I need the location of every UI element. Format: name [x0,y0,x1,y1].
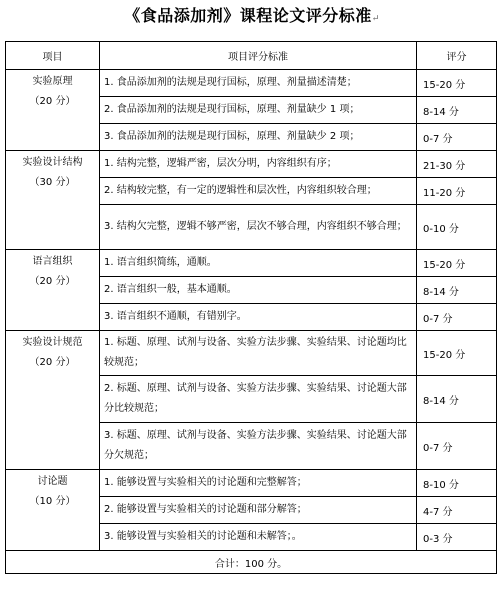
criteria-cell: 3. 标题、原理、试剂与设备、实验方法步骤、实验结果、讨论题大部分欠规范； [100,423,417,470]
criteria-cell: 3. 语言组织不通顺，有错别字。 [100,304,417,331]
score-cell: 0-3 分 [417,524,497,551]
scoring-table [5,41,497,574]
table-row [6,250,497,277]
section-points: （20 分） [29,276,76,287]
section-name: 实验设计结构 [22,157,83,168]
section-name: 讨论题 [37,476,68,487]
section-name: 实验设计规范 [22,337,83,348]
document-title [0,6,504,29]
section-cell-design-structure [6,151,100,250]
section-cell-language [6,250,100,331]
table-row [6,470,497,497]
document-title-text: 《食品添加剂》课程论文评分标准 [124,6,372,25]
section-points: （20 分） [29,357,76,368]
section-points: （20 分） [29,96,76,107]
score-cell: 8-14 分 [417,97,497,124]
criteria-cell: 1. 语言组织简练，通顺。 [100,250,417,277]
score-cell: 15-20 分 [417,331,497,376]
score-cell: 11-20 分 [417,178,497,205]
criteria-cell: 3. 能够设置与实验相关的讨论题和未解答；。 [100,524,417,551]
score-cell: 0-10 分 [417,205,497,250]
section-name: 语言组织 [32,256,73,267]
score-cell: 8-10 分 [417,470,497,497]
score-cell: 4-7 分 [417,497,497,524]
criteria-cell: 1. 食品添加剂的法规是现行国标，原理、剂量描述清楚； [100,70,417,97]
section-points: （10 分） [29,496,76,507]
criteria-cell: 1. 能够设置与实验相关的讨论题和完整解答； [100,470,417,497]
criteria-cell: 1. 标题、原理、试剂与设备、实验方法步骤、实验结果、讨论题均比较规范； [100,331,417,376]
section-points: （30 分） [29,177,76,188]
section-cell-discussion [6,470,100,551]
table-header-row [6,42,497,70]
score-cell: 21-30 分 [417,151,497,178]
criteria-cell: 2. 食品添加剂的法规是现行国标，原理、剂量缺少 1 项； [100,97,417,124]
total-cell: 合计：100 分。 [6,551,497,574]
table-row [6,70,497,97]
section-cell-design-norms [6,331,100,470]
score-cell: 8-14 分 [417,277,497,304]
section-cell-principle [6,70,100,151]
header-criteria: 项目评分标准 [100,42,417,70]
section-name: 实验原理 [32,76,73,87]
score-cell: 0-7 分 [417,423,497,470]
header-item: 项目 [6,42,100,70]
score-cell: 0-7 分 [417,304,497,331]
paragraph-mark: ↵ [371,14,380,24]
criteria-cell: 3. 食品添加剂的法规是现行国标，原理、剂量缺少 2 项； [100,124,417,151]
score-cell: 15-20 分 [417,250,497,277]
criteria-cell: 2. 结构较完整，有一定的逻辑性和层次性，内容组织较合理； [100,178,417,205]
criteria-cell: 2. 语言组织一般，基本通顺。 [100,277,417,304]
criteria-cell: 1. 结构完整，逻辑严密，层次分明，内容组织有序； [100,151,417,178]
criteria-cell: 3. 结构欠完整，逻辑不够严密，层次不够合理，内容组织不够合理； [100,205,417,250]
table-row [6,331,497,376]
criteria-cell: 2. 标题、原理、试剂与设备、实验方法步骤、实验结果、讨论题大部分比较规范； [100,376,417,423]
table-row [6,151,497,178]
score-cell: 0-7 分 [417,124,497,151]
header-score: 评分 [417,42,497,70]
criteria-cell: 2. 能够设置与实验相关的讨论题和部分解答； [100,497,417,524]
score-cell: 8-14 分 [417,376,497,423]
score-cell: 15-20 分 [417,70,497,97]
total-row [6,551,497,574]
